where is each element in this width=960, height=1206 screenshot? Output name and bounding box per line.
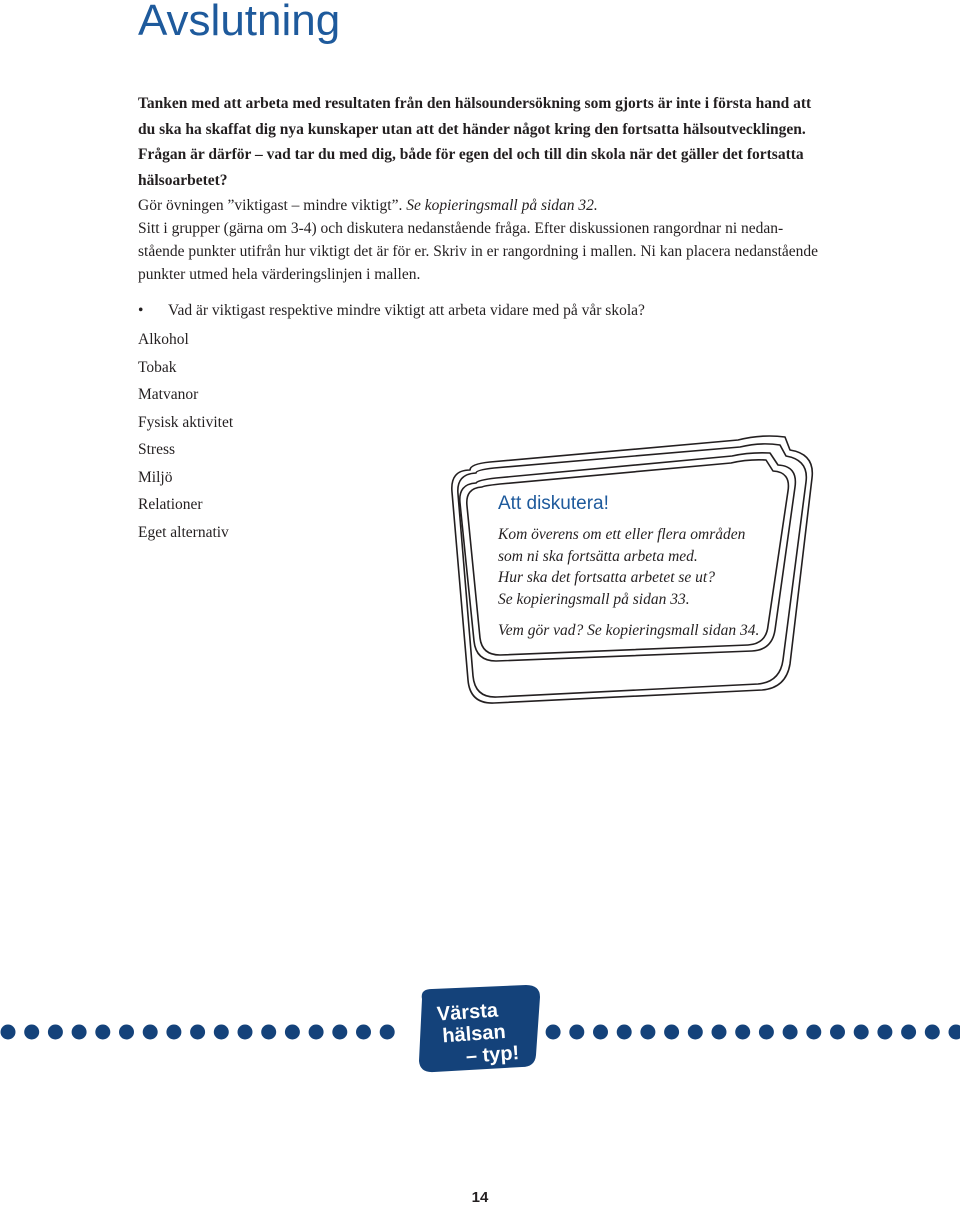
exercise-line: stående punkter utifrån hur viktigt det är för er. Skriv in er rangordning i mallen. Ni kan placera nedanstående [138,240,858,263]
topic-item: Matvanor [138,381,233,409]
divider-dot [712,1025,727,1040]
divider-dot [238,1025,253,1040]
topic-item: Miljö [138,464,233,492]
divider-dot [830,1025,845,1040]
divider-dot [332,1025,347,1040]
divider-dot [569,1025,584,1040]
divider-dot [640,1025,655,1040]
exercise-first-line [138,194,858,217]
divider-dot [1,1025,16,1040]
callout-body [498,524,745,610]
divider-dot [380,1025,395,1040]
callout-heading: Att diskutera! [498,493,609,515]
topic-item: Alkohol [138,326,233,354]
divider-dot [806,1025,821,1040]
divider-dot [190,1025,205,1040]
topic-list [138,326,233,546]
divider-dot [119,1025,134,1040]
page-title: Avslutning [138,0,340,46]
divider-dot [854,1025,869,1040]
divider-dot [143,1025,158,1040]
divider-dot [285,1025,300,1040]
intro-paragraph [138,91,858,194]
topic-item: Relationer [138,491,233,519]
callout-last-line: Vem gör vad? Se kopieringsmall sidan 34. [498,620,759,641]
divider-dot [214,1025,229,1040]
divider-dot [925,1025,940,1040]
topic-item: Fysisk aktivitet [138,409,233,437]
divider-dot [735,1025,750,1040]
logo-line: Värsta [436,999,499,1025]
divider-dot [356,1025,371,1040]
divider-dot [617,1025,632,1040]
divider-dot [901,1025,916,1040]
topic-item: Tobak [138,354,233,382]
logo-line: hälsan [442,1021,507,1047]
bullet-marker: • [138,299,168,322]
intro-line: Tanken med att arbeta med resultaten från den hälsoundersökning som gjorts är inte i första hand att [138,91,858,117]
exercise-lead: Gör övningen ”viktigast – mindre viktigt”. [138,197,402,214]
intro-line: du ska ha skaffat dig nya kunskaper utan att det händer något kring den fortsatta hälsoutvecklingen. [138,117,858,143]
divider-dot [24,1025,39,1040]
divider-dot [72,1025,87,1040]
question-text: Vad är viktigast respektive mindre viktigt att arbeta vidare med på vår skola? [168,302,645,319]
exercise-reference: Se kopieringsmall på sidan 32. [406,197,598,214]
divider-dot [166,1025,181,1040]
divider-dot [759,1025,774,1040]
divider-dot [95,1025,110,1040]
question-bullet [138,299,645,322]
exercise-line: punkter utmed hela värderingslinjen i mallen. [138,263,858,286]
callout-line: Kom överens om ett eller flera områden [498,524,745,546]
topic-item: Eget alternativ [138,519,233,547]
divider-dot [48,1025,63,1040]
logo-line: – typ! [465,1042,520,1068]
callout-line: Hur ska det fortsatta arbetet se ut? [498,567,745,589]
brand-logo [408,985,544,1073]
exercise-paragraph [138,194,858,286]
divider-dot [688,1025,703,1040]
divider-dot [309,1025,324,1040]
divider-dot [261,1025,276,1040]
topic-item: Stress [138,436,233,464]
intro-line: hälsoarbetet? [138,168,858,194]
divider-dot [546,1025,561,1040]
divider-dot [783,1025,798,1040]
divider-dot [949,1025,960,1040]
exercise-line: Sitt i grupper (gärna om 3-4) och diskutera nedanstående fråga. Efter diskussionen rangordnar ni nedan- [138,217,858,240]
callout-line: Se kopieringsmall på sidan 33. [498,589,745,611]
divider-dot [664,1025,679,1040]
callout-line: som ni ska fortsätta arbeta med. [498,546,745,568]
page-number: 14 [0,1189,960,1206]
divider-dot [593,1025,608,1040]
intro-line: Frågan är därför – vad tar du med dig, både för egen del och till din skola när det gäller det fortsatta [138,142,858,168]
divider-dot [877,1025,892,1040]
